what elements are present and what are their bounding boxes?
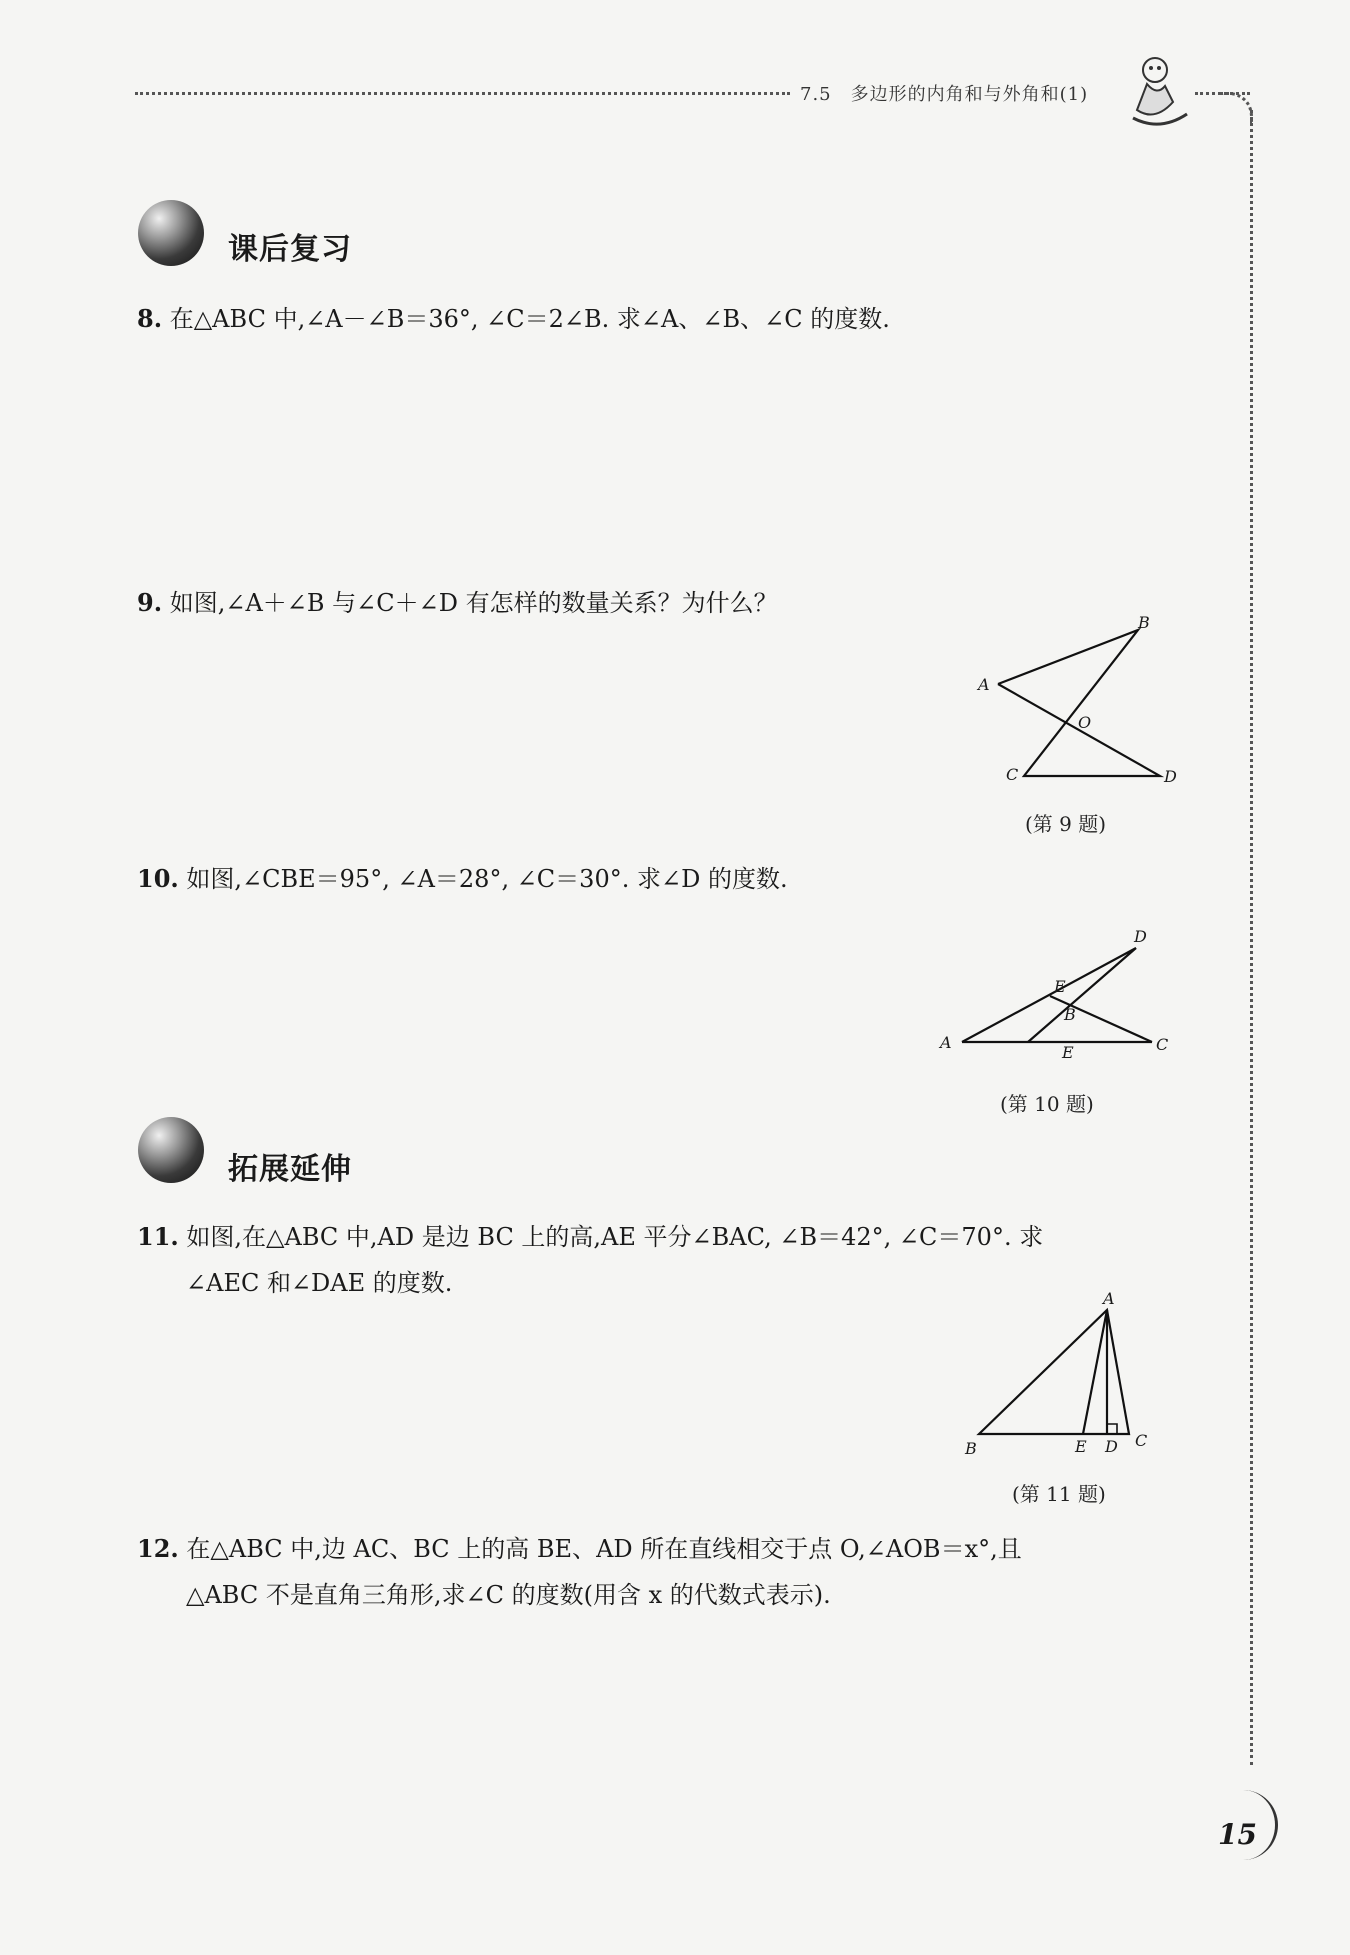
figure-11-caption: (第 11 题): [1012, 1482, 1106, 1506]
problem-11-line-2: ∠AEC 和∠DAE 的度数.: [186, 1269, 453, 1297]
header-rule: [135, 92, 790, 95]
problem-number: 11.: [137, 1222, 179, 1251]
section-title-review: 课后复习: [228, 232, 352, 267]
right-angle-mark: [1107, 1424, 1117, 1434]
cartoon-mascot-icon: [1125, 52, 1195, 132]
figure-label: E: [1054, 977, 1066, 996]
problem-9: [137, 580, 778, 626]
figure-10: [930, 920, 1190, 1070]
problem-text: 如图,∠A＋∠B 与∠C＋∠D 有怎样的数量关系？为什么？: [169, 589, 778, 617]
figure-label: A: [1103, 1290, 1115, 1308]
figure-label: B: [965, 1439, 977, 1458]
figure-label: C: [1006, 765, 1019, 784]
figure-label: C: [1156, 1035, 1169, 1054]
problem-number: 8.: [137, 304, 163, 333]
figure-label: B: [1138, 613, 1150, 632]
problem-text: 在△ABC 中,∠A－∠B＝36°, ∠C＝2∠B. 求∠A、∠B、∠C 的度数.: [169, 305, 890, 333]
problem-text: 在△ABC 中,边 AC、BC 上的高 BE、AD 所在直线相交于点 O,∠AOB＝x°,且: [186, 1535, 1022, 1563]
figure-label: D: [1164, 767, 1177, 786]
figure-label: A: [978, 675, 990, 694]
figure-label: A: [940, 1033, 952, 1052]
problem-text: 如图,∠CBE＝95°, ∠A＝28°, ∠C＝30°. 求∠D 的度数.: [186, 865, 788, 893]
problem-number: 10.: [137, 864, 179, 893]
figure-label: B: [1064, 1005, 1076, 1024]
sphere-icon: [138, 200, 204, 266]
page-border-corner: [1220, 92, 1253, 125]
problem-11: [137, 1214, 1043, 1260]
section-title-extension: 拓展延伸: [228, 1152, 352, 1187]
figure-label: D: [1134, 927, 1147, 946]
figure-10-caption: (第 10 题): [1000, 1092, 1094, 1116]
problem-12: [137, 1526, 1022, 1572]
page-border-side: [1250, 110, 1253, 1765]
figure-11: [955, 1290, 1185, 1465]
figure-10-lines: [962, 948, 1136, 1042]
figure-9-lines: [998, 630, 1160, 776]
figure-9: [970, 600, 1190, 800]
page-number: 15: [1218, 1818, 1257, 1851]
sphere-icon: [138, 1117, 204, 1183]
header-section-title: 7.5 多边形的内角和与外角和(1): [800, 84, 1089, 105]
problem-number: 12.: [137, 1534, 179, 1563]
problem-text: 如图,在△ABC 中,AD 是边 BC 上的高,AE 平分∠BAC, ∠B＝42°, ∠C＝70°. 求: [186, 1223, 1044, 1251]
problem-8: [137, 296, 890, 342]
problem-number: 9.: [137, 588, 163, 617]
figure-label: E: [1062, 1043, 1074, 1062]
figure-label: E: [1075, 1437, 1087, 1456]
figure-label: O: [1078, 713, 1092, 732]
figure-9-caption: (第 9 题): [1025, 812, 1107, 836]
problem-12-line-2: △ABC 不是直角三角形,求∠C 的度数(用含 x 的代数式表示).: [186, 1581, 831, 1609]
figure-label: C: [1135, 1431, 1148, 1450]
problem-10: [137, 856, 788, 902]
figure-label: D: [1105, 1437, 1118, 1456]
